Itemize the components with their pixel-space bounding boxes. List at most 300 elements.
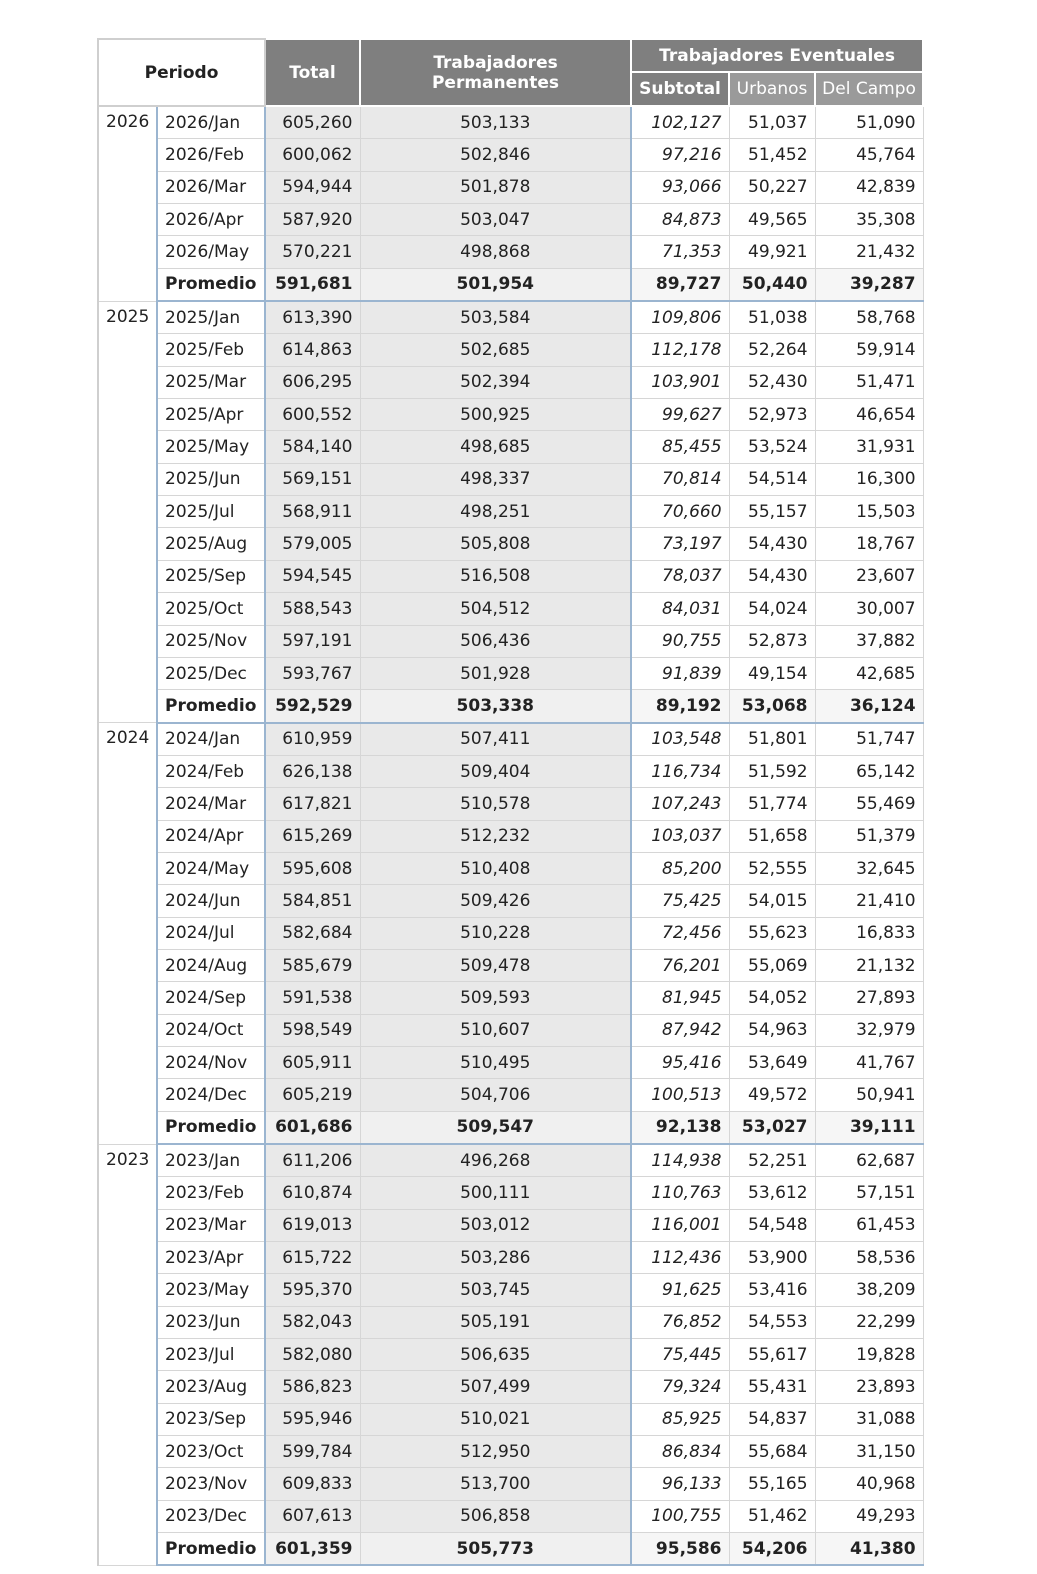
total-cell: 587,920 [265,204,360,236]
del-campo-cell: 16,833 [815,917,923,949]
period-cell: 2024/Dec [157,1079,265,1111]
permanentes-cell: 506,858 [360,1500,631,1532]
del-campo-cell: 36,124 [815,690,923,723]
period-cell: 2025/Dec [157,657,265,689]
total-cell: 593,767 [265,657,360,689]
permanentes-cell: 503,286 [360,1242,631,1274]
header-urbanos: Urbanos [729,72,815,106]
permanentes-cell: 512,232 [360,820,631,852]
period-cell: 2024/Apr [157,820,265,852]
subtotal-cell: 91,625 [631,1274,729,1306]
total-cell: 609,833 [265,1468,360,1500]
urbanos-cell: 55,623 [729,917,815,949]
del-campo-cell: 31,150 [815,1436,923,1468]
del-campo-cell: 21,132 [815,949,923,981]
total-cell: 568,911 [265,496,360,528]
promedio-label: Promedio [157,1533,265,1566]
total-cell: 617,821 [265,788,360,820]
urbanos-cell: 49,572 [729,1079,815,1111]
subtotal-cell: 103,901 [631,366,729,398]
subtotal-cell: 112,178 [631,334,729,366]
urbanos-cell: 49,921 [729,236,815,268]
permanentes-cell: 507,411 [360,723,631,756]
total-cell: 601,686 [265,1111,360,1144]
table-row [98,788,923,820]
table-row [98,625,923,657]
table-row [98,139,923,171]
urbanos-cell: 51,774 [729,788,815,820]
urbanos-cell: 51,038 [729,301,815,334]
promedio-label: Promedio [157,690,265,723]
table-row [98,399,923,431]
total-cell: 613,390 [265,301,360,334]
del-campo-cell: 45,764 [815,139,923,171]
urbanos-cell: 53,612 [729,1177,815,1209]
total-cell: 582,043 [265,1306,360,1338]
subtotal-cell: 70,814 [631,463,729,495]
urbanos-cell: 51,658 [729,820,815,852]
workers-table [97,38,924,1566]
del-campo-cell: 31,088 [815,1403,923,1435]
period-cell: 2023/Mar [157,1209,265,1241]
subtotal-cell: 92,138 [631,1111,729,1144]
subtotal-cell: 75,425 [631,885,729,917]
urbanos-cell: 54,024 [729,593,815,625]
total-cell: 598,549 [265,1014,360,1046]
total-cell: 595,608 [265,852,360,884]
urbanos-cell: 51,452 [729,139,815,171]
del-campo-cell: 51,379 [815,820,923,852]
subtotal-cell: 70,660 [631,496,729,528]
total-cell: 611,206 [265,1144,360,1177]
permanentes-cell: 513,700 [360,1468,631,1500]
permanentes-cell: 503,012 [360,1209,631,1241]
del-campo-cell: 32,979 [815,1014,923,1046]
subtotal-cell: 95,416 [631,1046,729,1078]
del-campo-cell: 40,968 [815,1468,923,1500]
total-cell: 582,080 [265,1339,360,1371]
period-cell: 2023/Aug [157,1371,265,1403]
urbanos-cell: 54,548 [729,1209,815,1241]
period-cell: 2023/Dec [157,1500,265,1532]
table-row [98,1014,923,1046]
period-cell: 2024/Aug [157,949,265,981]
subtotal-cell: 100,513 [631,1079,729,1111]
total-cell: 595,370 [265,1274,360,1306]
del-campo-cell: 39,111 [815,1111,923,1144]
total-cell: 599,784 [265,1436,360,1468]
del-campo-cell: 55,469 [815,788,923,820]
subtotal-cell: 103,548 [631,723,729,756]
permanentes-cell: 503,133 [360,106,631,139]
urbanos-cell: 53,416 [729,1274,815,1306]
permanentes-cell: 498,868 [360,236,631,268]
permanentes-cell: 506,635 [360,1339,631,1371]
period-cell: 2025/Jun [157,463,265,495]
table-row [98,657,923,689]
period-cell: 2025/Nov [157,625,265,657]
urbanos-cell: 53,524 [729,431,815,463]
table-row [98,723,923,756]
permanentes-cell: 510,408 [360,852,631,884]
table-row [98,106,923,139]
subtotal-cell: 110,763 [631,1177,729,1209]
del-campo-cell: 23,607 [815,560,923,592]
urbanos-cell: 52,264 [729,334,815,366]
permanentes-cell: 503,047 [360,204,631,236]
subtotal-cell: 116,001 [631,1209,729,1241]
table-row [98,236,923,268]
permanentes-cell: 510,021 [360,1403,631,1435]
total-cell: 610,874 [265,1177,360,1209]
subtotal-cell: 93,066 [631,171,729,203]
permanentes-cell: 516,508 [360,560,631,592]
urbanos-cell: 49,565 [729,204,815,236]
subtotal-cell: 72,456 [631,917,729,949]
urbanos-cell: 50,227 [729,171,815,203]
table-row [98,1403,923,1435]
permanentes-cell: 512,950 [360,1436,631,1468]
period-cell: 2025/Mar [157,366,265,398]
urbanos-cell: 54,963 [729,1014,815,1046]
urbanos-cell: 52,251 [729,1144,815,1177]
year-cell: 2026 [98,106,157,301]
subtotal-cell: 75,445 [631,1339,729,1371]
subtotal-cell: 85,200 [631,852,729,884]
period-cell: 2024/Mar [157,788,265,820]
del-campo-cell: 58,768 [815,301,923,334]
del-campo-cell: 39,287 [815,268,923,301]
total-cell: 619,013 [265,1209,360,1241]
urbanos-cell: 55,431 [729,1371,815,1403]
total-cell: 597,191 [265,625,360,657]
year-cell: 2025 [98,301,157,722]
del-campo-cell: 42,839 [815,171,923,203]
table-body [98,106,923,1565]
promedio-row [98,690,923,723]
subtotal-cell: 99,627 [631,399,729,431]
del-campo-cell: 51,090 [815,106,923,139]
subtotal-cell: 86,834 [631,1436,729,1468]
permanentes-cell: 498,337 [360,463,631,495]
header-del-campo: Del Campo [815,72,923,106]
del-campo-cell: 62,687 [815,1144,923,1177]
subtotal-cell: 76,201 [631,949,729,981]
subtotal-cell: 116,734 [631,755,729,787]
permanentes-cell: 509,547 [360,1111,631,1144]
del-campo-cell: 58,536 [815,1242,923,1274]
urbanos-cell: 55,069 [729,949,815,981]
urbanos-cell: 54,052 [729,982,815,1014]
total-cell: 591,681 [265,268,360,301]
urbanos-cell: 53,649 [729,1046,815,1078]
total-cell: 610,959 [265,723,360,756]
total-cell: 588,543 [265,593,360,625]
urbanos-cell: 54,553 [729,1306,815,1338]
urbanos-cell: 51,801 [729,723,815,756]
subtotal-cell: 109,806 [631,301,729,334]
table-row [98,1144,923,1177]
urbanos-cell: 55,157 [729,496,815,528]
period-cell: 2026/Feb [157,139,265,171]
permanentes-cell: 510,495 [360,1046,631,1078]
del-campo-cell: 15,503 [815,496,923,528]
del-campo-cell: 19,828 [815,1339,923,1371]
del-campo-cell: 27,893 [815,982,923,1014]
urbanos-cell: 54,430 [729,528,815,560]
total-cell: 605,219 [265,1079,360,1111]
del-campo-cell: 30,007 [815,593,923,625]
urbanos-cell: 51,592 [729,755,815,787]
table-row [98,301,923,334]
table-row [98,755,923,787]
promedio-label: Promedio [157,268,265,301]
urbanos-cell: 53,068 [729,690,815,723]
urbanos-cell: 52,430 [729,366,815,398]
header-eventuales: Trabajadores Eventuales [631,39,923,72]
permanentes-cell: 498,685 [360,431,631,463]
period-cell: 2023/Apr [157,1242,265,1274]
total-cell: 606,295 [265,366,360,398]
table-row [98,560,923,592]
total-cell: 595,946 [265,1403,360,1435]
period-cell: 2024/May [157,852,265,884]
del-campo-cell: 42,685 [815,657,923,689]
period-cell: 2023/Nov [157,1468,265,1500]
urbanos-cell: 53,900 [729,1242,815,1274]
period-cell: 2025/Jul [157,496,265,528]
permanentes-cell: 509,478 [360,949,631,981]
total-cell: 570,221 [265,236,360,268]
del-campo-cell: 37,882 [815,625,923,657]
del-campo-cell: 59,914 [815,334,923,366]
subtotal-cell: 81,945 [631,982,729,1014]
del-campo-cell: 41,767 [815,1046,923,1078]
table-row [98,1079,923,1111]
total-cell: 600,062 [265,139,360,171]
del-campo-cell: 49,293 [815,1500,923,1532]
subtotal-cell: 87,942 [631,1014,729,1046]
table-row [98,1339,923,1371]
table-row [98,1209,923,1241]
total-cell: 591,538 [265,982,360,1014]
subtotal-cell: 85,455 [631,431,729,463]
period-cell: 2026/Mar [157,171,265,203]
total-cell: 615,269 [265,820,360,852]
total-cell: 605,911 [265,1046,360,1078]
subtotal-cell: 79,324 [631,1371,729,1403]
permanentes-cell: 505,808 [360,528,631,560]
period-cell: 2026/May [157,236,265,268]
total-cell: 585,679 [265,949,360,981]
period-cell: 2024/Jun [157,885,265,917]
promedio-label: Promedio [157,1111,265,1144]
urbanos-cell: 50,440 [729,268,815,301]
table-row [98,334,923,366]
del-campo-cell: 16,300 [815,463,923,495]
total-cell: 607,613 [265,1500,360,1532]
subtotal-cell: 76,852 [631,1306,729,1338]
total-cell: 584,140 [265,431,360,463]
permanentes-cell: 498,251 [360,496,631,528]
period-cell: 2023/May [157,1274,265,1306]
subtotal-cell: 78,037 [631,560,729,592]
period-cell: 2025/Feb [157,334,265,366]
urbanos-cell: 54,015 [729,885,815,917]
period-cell: 2023/Jun [157,1306,265,1338]
period-cell: 2025/Oct [157,593,265,625]
subtotal-cell: 112,436 [631,1242,729,1274]
urbanos-cell: 55,684 [729,1436,815,1468]
table-row [98,171,923,203]
table-row [98,496,923,528]
table-row [98,852,923,884]
del-campo-cell: 41,380 [815,1533,923,1566]
permanentes-cell: 500,111 [360,1177,631,1209]
total-cell: 569,151 [265,463,360,495]
permanentes-cell: 510,228 [360,917,631,949]
period-cell: 2024/Sep [157,982,265,1014]
table-row [98,1242,923,1274]
del-campo-cell: 51,747 [815,723,923,756]
period-cell: 2025/Aug [157,528,265,560]
promedio-row [98,1111,923,1144]
period-cell: 2023/Sep [157,1403,265,1435]
del-campo-cell: 61,453 [815,1209,923,1241]
del-campo-cell: 18,767 [815,528,923,560]
permanentes-cell: 502,846 [360,139,631,171]
permanentes-cell: 500,925 [360,399,631,431]
urbanos-cell: 52,873 [729,625,815,657]
permanentes-cell: 506,436 [360,625,631,657]
table-row [98,917,923,949]
subtotal-cell: 97,216 [631,139,729,171]
permanentes-cell: 496,268 [360,1144,631,1177]
del-campo-cell: 21,410 [815,885,923,917]
urbanos-cell: 52,973 [729,399,815,431]
period-cell: 2023/Oct [157,1436,265,1468]
total-cell: 584,851 [265,885,360,917]
total-cell: 600,552 [265,399,360,431]
permanentes-cell: 509,404 [360,755,631,787]
period-cell: 2024/Jul [157,917,265,949]
table-row [98,1436,923,1468]
period-cell: 2023/Jan [157,1144,265,1177]
subtotal-cell: 71,353 [631,236,729,268]
urbanos-cell: 49,154 [729,657,815,689]
total-cell: 582,684 [265,917,360,949]
total-cell: 601,359 [265,1533,360,1566]
period-cell: 2024/Feb [157,755,265,787]
table-row [98,463,923,495]
del-campo-cell: 23,893 [815,1371,923,1403]
subtotal-cell: 89,727 [631,268,729,301]
subtotal-cell: 90,755 [631,625,729,657]
urbanos-cell: 54,430 [729,560,815,592]
permanentes-cell: 510,578 [360,788,631,820]
promedio-row [98,1533,923,1566]
table-row [98,1371,923,1403]
subtotal-cell: 107,243 [631,788,729,820]
header-periodo: Periodo [98,39,265,106]
total-cell: 594,545 [265,560,360,592]
del-campo-cell: 38,209 [815,1274,923,1306]
total-cell: 626,138 [265,755,360,787]
table-row [98,1468,923,1500]
subtotal-cell: 95,586 [631,1533,729,1566]
table-row [98,1500,923,1532]
period-cell: 2025/May [157,431,265,463]
permanentes-cell: 505,773 [360,1533,631,1566]
subtotal-cell: 100,755 [631,1500,729,1532]
permanentes-cell: 501,928 [360,657,631,689]
total-cell: 592,529 [265,690,360,723]
permanentes-cell: 504,706 [360,1079,631,1111]
subtotal-cell: 89,192 [631,690,729,723]
permanentes-cell: 509,593 [360,982,631,1014]
del-campo-cell: 31,931 [815,431,923,463]
urbanos-cell: 54,206 [729,1533,815,1566]
table-row [98,949,923,981]
urbanos-cell: 52,555 [729,852,815,884]
del-campo-cell: 46,654 [815,399,923,431]
period-cell: 2024/Oct [157,1014,265,1046]
table-row [98,982,923,1014]
table-row [98,366,923,398]
table-row [98,1274,923,1306]
table-row [98,204,923,236]
urbanos-cell: 54,514 [729,463,815,495]
permanentes-cell: 505,191 [360,1306,631,1338]
del-campo-cell: 32,645 [815,852,923,884]
permanentes-cell: 510,607 [360,1014,631,1046]
period-cell: 2025/Jan [157,301,265,334]
table-row [98,593,923,625]
period-cell: 2025/Apr [157,399,265,431]
table-row [98,431,923,463]
urbanos-cell: 55,165 [729,1468,815,1500]
table-row [98,820,923,852]
permanentes-cell: 503,584 [360,301,631,334]
permanentes-cell: 502,394 [360,366,631,398]
subtotal-cell: 102,127 [631,106,729,139]
permanentes-cell: 507,499 [360,1371,631,1403]
period-cell: 2024/Nov [157,1046,265,1078]
header-permanentes: Trabajadores Permanentes [360,39,631,106]
subtotal-cell: 84,873 [631,204,729,236]
urbanos-cell: 53,027 [729,1111,815,1144]
subtotal-cell: 85,925 [631,1403,729,1435]
total-cell: 615,722 [265,1242,360,1274]
year-cell: 2023 [98,1144,157,1565]
table-row [98,1177,923,1209]
period-cell: 2025/Sep [157,560,265,592]
del-campo-cell: 65,142 [815,755,923,787]
urbanos-cell: 51,037 [729,106,815,139]
total-cell: 594,944 [265,171,360,203]
subtotal-cell: 84,031 [631,593,729,625]
del-campo-cell: 51,471 [815,366,923,398]
total-cell: 579,005 [265,528,360,560]
year-cell: 2024 [98,723,157,1144]
total-cell: 605,260 [265,106,360,139]
subtotal-cell: 91,839 [631,657,729,689]
table-row [98,1046,923,1078]
header-total: Total [265,39,360,106]
urbanos-cell: 54,837 [729,1403,815,1435]
table-row [98,1306,923,1338]
permanentes-cell: 501,878 [360,171,631,203]
